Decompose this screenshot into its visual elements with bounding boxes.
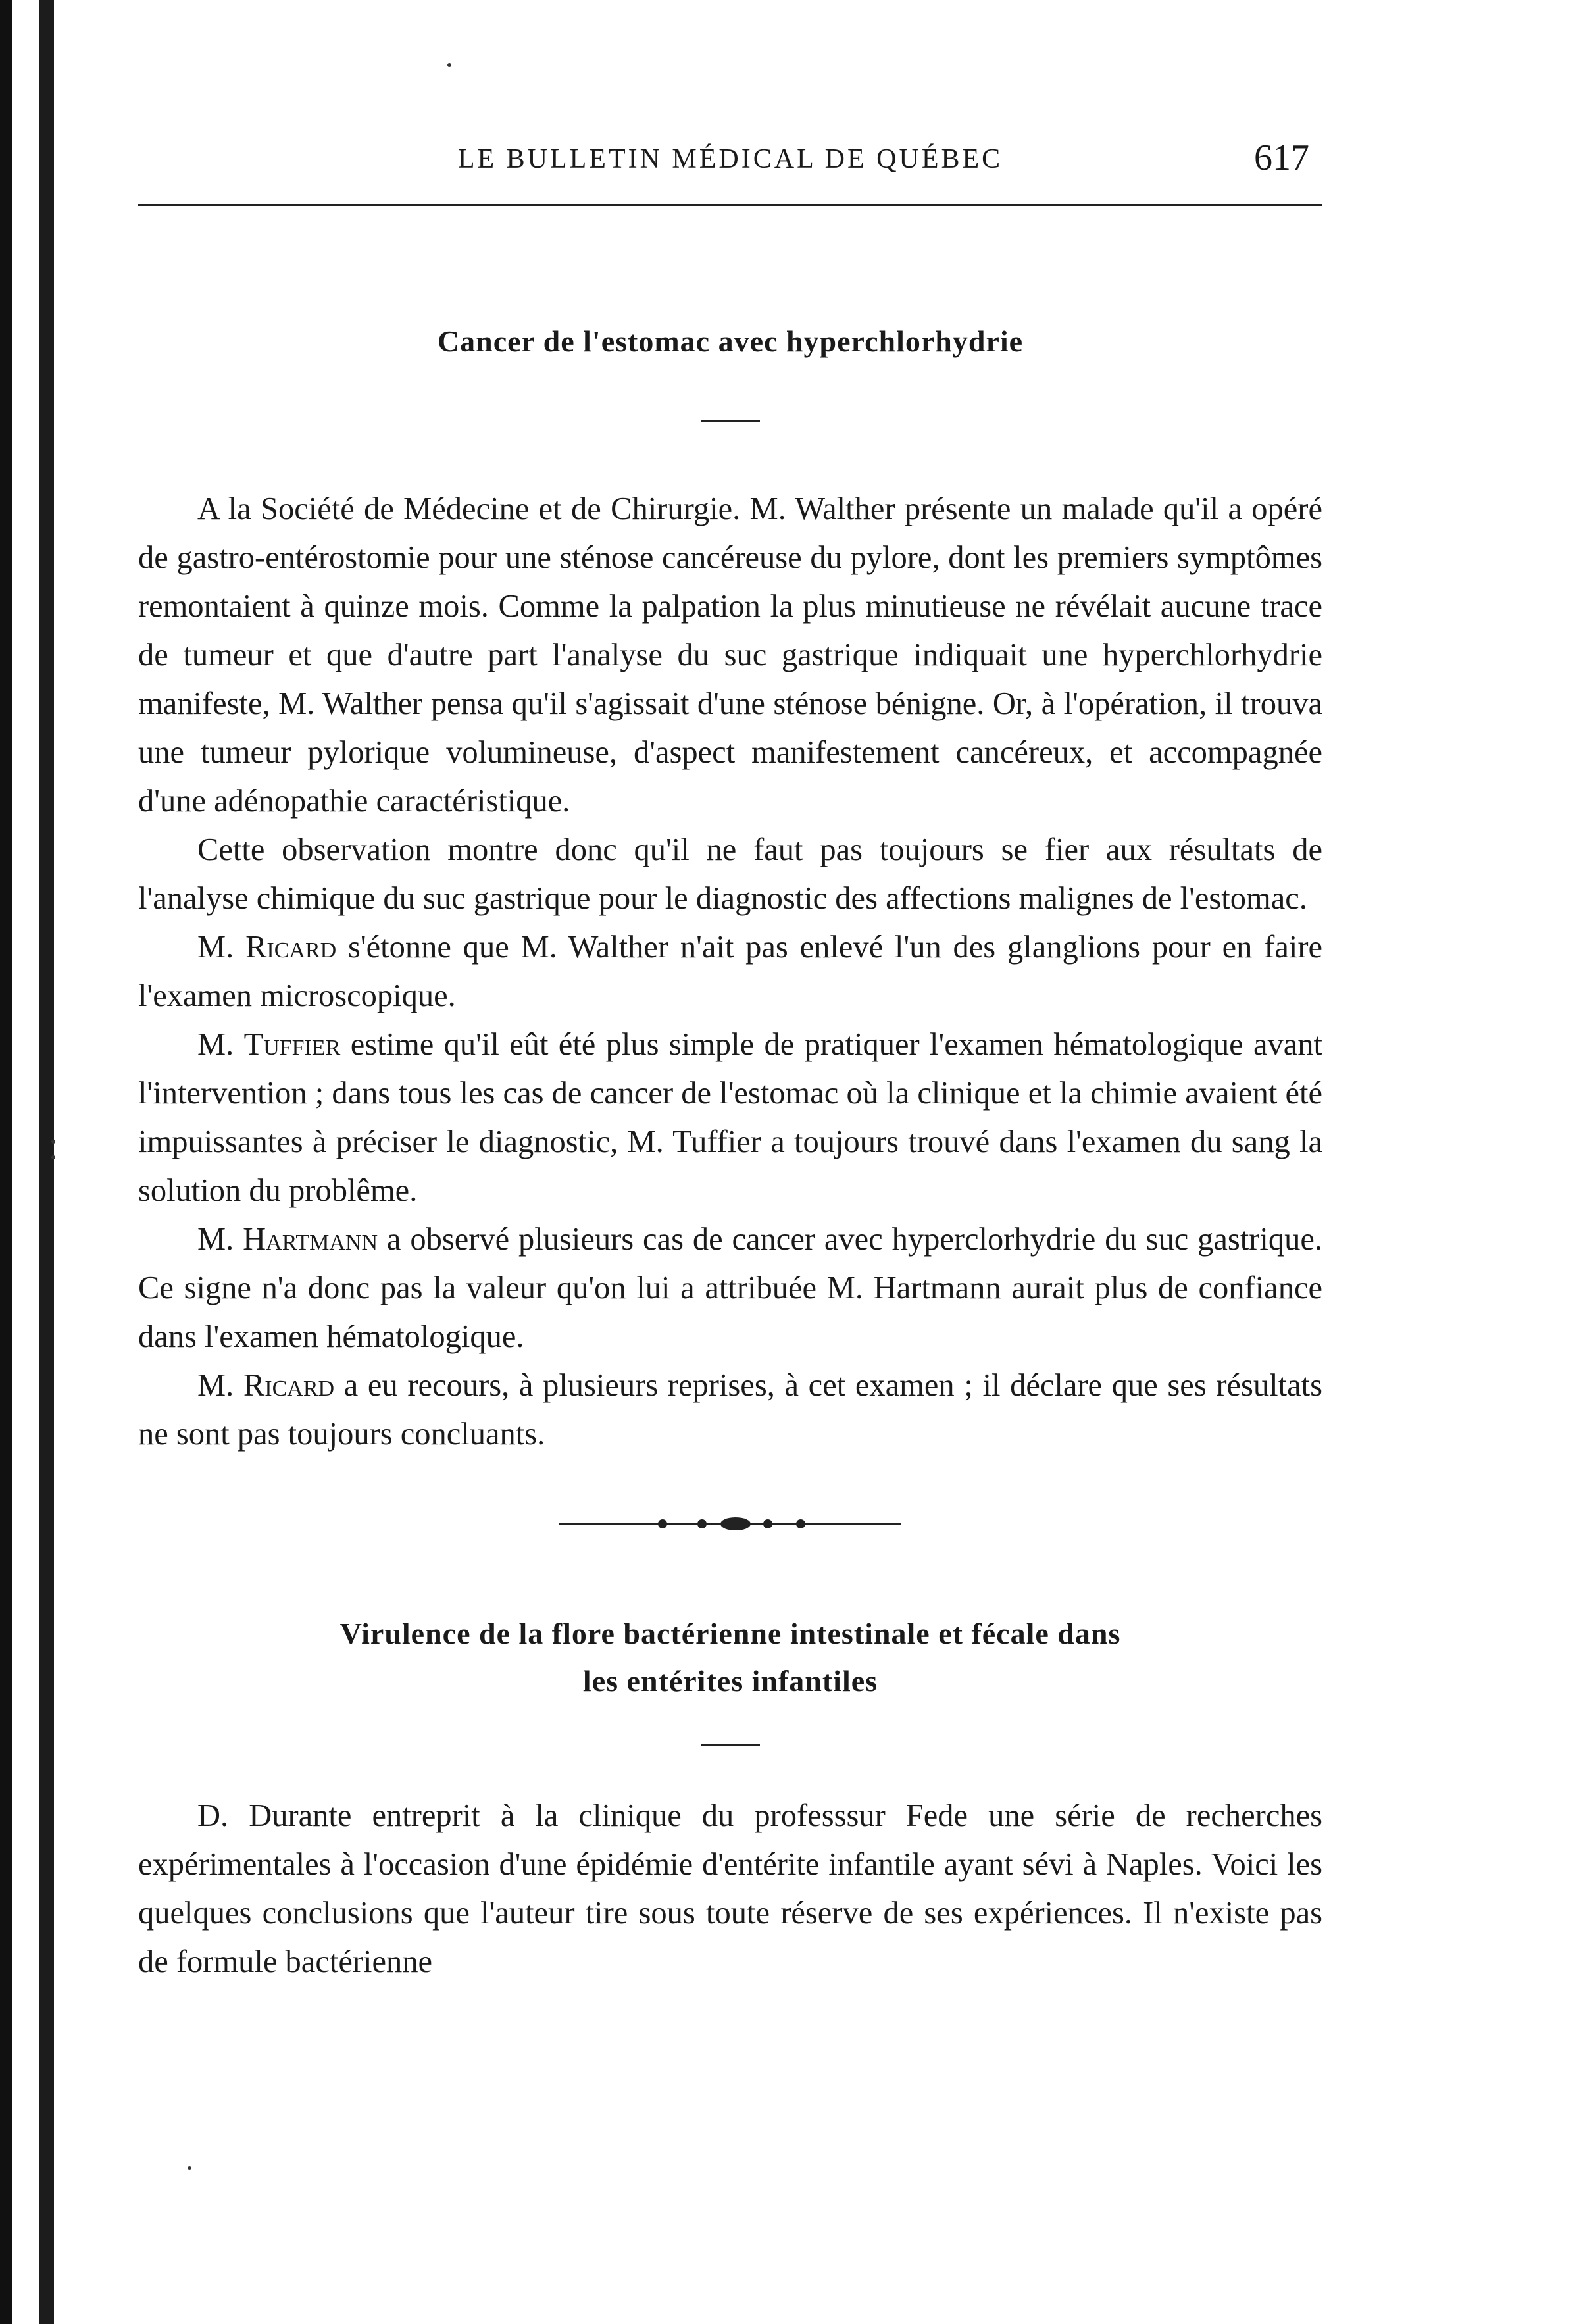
journal-page [138,125,1322,1986]
paragraph-text: M. [197,1368,243,1403]
page-number: 617 [1254,138,1309,178]
paragraph-text: a eu recours, à plusieurs reprises, à cet examen ; il déclare que ses résultats ne sont pas toujours concluants. [138,1368,1322,1452]
page-binding-shadow [39,0,54,2324]
paragraph-text: D. Durante entreprit à la clinique du professsur Fede une série de recherches expérimentales à l'occasion d'une épidémie d'entérite infantile ayant sévi à Naples. Voici les quelques conclusions que l'auteur tire sous toute réserve de ses expériences. Il n'existe pas de formule bactérienne [138,1798,1322,1979]
speck [447,63,451,67]
speck [188,2166,191,2170]
paragraph-text: a observé plusieurs cas de cancer avec hyperclorhydrie du suc gastrique. Ce signe n'a donc pas la valeur qu'on lui a attribuée M. Hartmann aurait plus de confiance dans l'examen hématologique. [138,1222,1323,1355]
paragraph [138,826,1322,923]
title-rule [701,420,760,422]
article-title-line: les entérites infantiles [582,1663,878,1698]
article-body [138,485,1322,1459]
paragraph [138,1792,1322,1986]
header-rule [138,204,1322,206]
paragraph [138,1215,1322,1361]
paragraph [138,485,1322,826]
paragraph [138,1021,1322,1215]
speck [51,1155,55,1159]
running-header [138,125,1322,184]
author-name: Hartmann [243,1222,378,1257]
paragraph-text: M. [197,930,246,965]
title-rule [701,1744,760,1746]
article-title-line: Virulence de la flore bactérienne intestinale et fécale dans [339,1617,1121,1651]
author-name: Ricard [245,930,337,965]
article-body [138,1792,1322,1986]
speck [51,1140,55,1144]
paragraph [138,1361,1322,1459]
author-name: Ricard [243,1368,335,1403]
article-title [138,1610,1322,1704]
author-name: Tuffier [243,1027,341,1063]
page-binding-edge [0,0,12,2324]
paragraph-text: M. [197,1222,243,1257]
section-ornament [559,1511,901,1538]
paragraph-text: estime qu'il eût été plus simple de pratiquer l'examen hématologique avant l'intervention ; dans tous les cas de cancer de l'estomac où la clinique et la chimie avaient été impuissantes à préciser le diagnostic, M. Tuffier a toujours trouvé dans l'examen du sang la solution du problême. [138,1027,1322,1209]
paragraph [138,923,1322,1021]
paragraph-text: M. [197,1027,244,1063]
paragraph-text: A la Société de Médecine et de Chirurgie. M. Walther présente un malade qu'il a opéré de gastro-entérostomie pour une sténose cancéreuse du pylore, dont les premiers symptômes remontaient à quinze mois. Comme la palpation la plus minutieuse ne révélait aucune trace de tumeur et que d'autre part l'analyse du suc gastrique indiquait une hyperchlorhydrie manifeste, M. Walther pensa qu'il s'agissait d'une sténose bénigne. Or, à l'opération, il trouva une tumeur pylorique volumineuse, d'aspect manifestement cancéreux, et accompagnée d'une adénopathie caractéristique. [138,492,1322,819]
paragraph-text: Cette observation montre donc qu'il ne faut pas toujours se fier aux résultats de l'analyse chimique du suc gastrique pour le diagnostic des affections malignes de l'estomac. [138,832,1322,917]
article-title: Cancer de l'estomac avec hyperchlorhydrie [437,324,1024,358]
running-title: LE BULLETIN MÉDICAL DE QUÉBEC [457,144,1003,174]
paragraph-text: s'étonne que M. Walther n'ait pas enlevé l'un des glanglions pour en faire l'examen microscopique. [138,930,1323,1014]
